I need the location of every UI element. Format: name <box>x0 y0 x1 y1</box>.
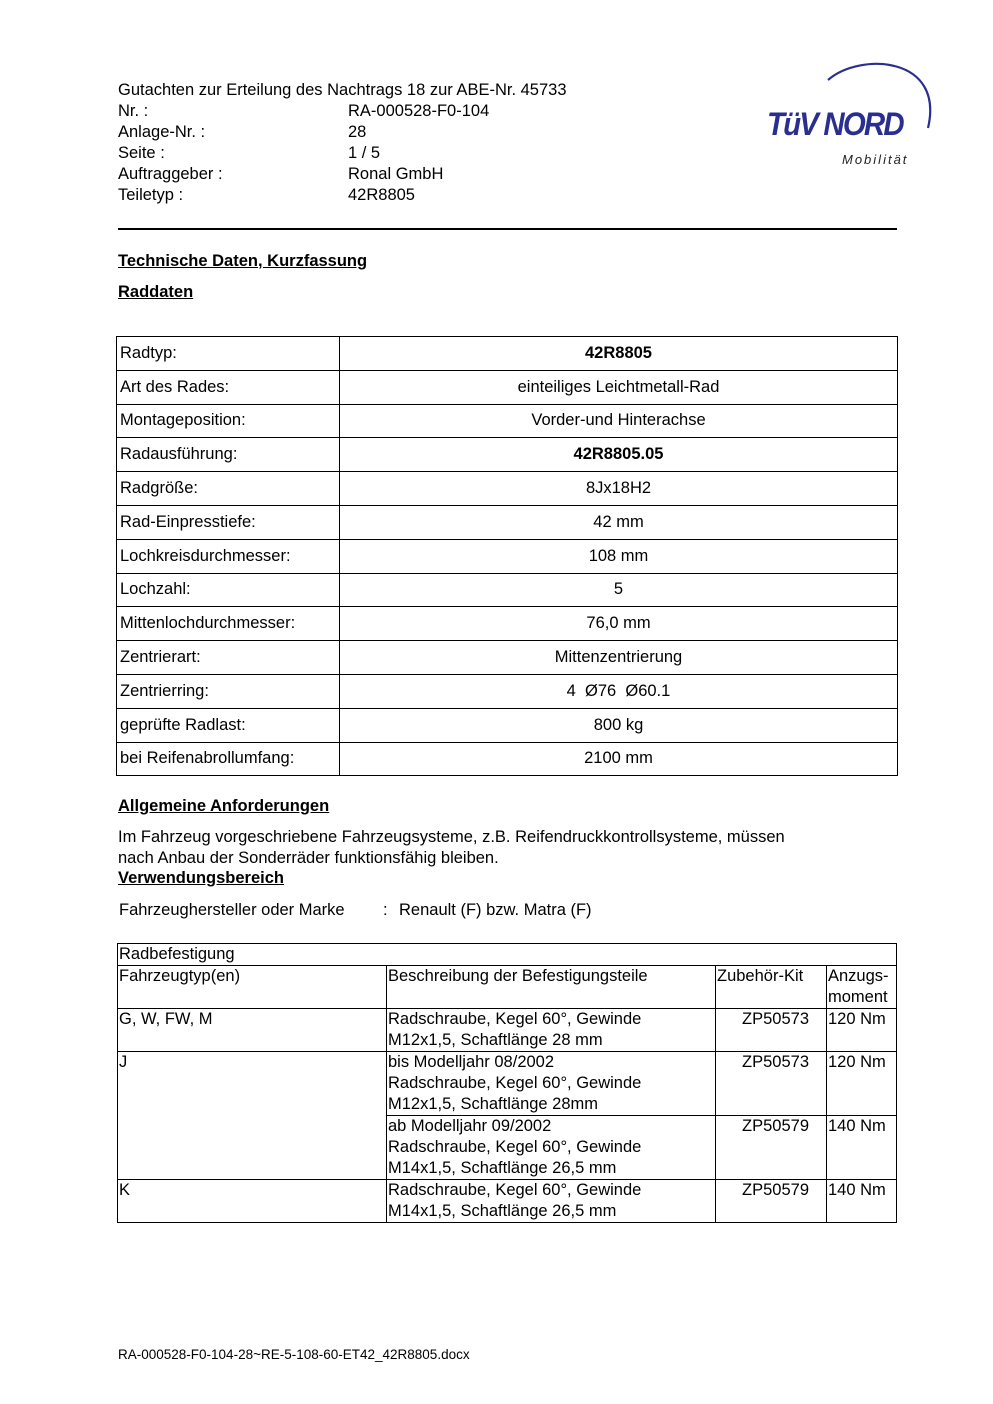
logo-wordmark: TüV NORD <box>767 106 903 142</box>
field-label-seite: Seite : <box>118 144 165 162</box>
row-label: Zentrierart: <box>117 641 340 675</box>
row-value: 42R8805 <box>340 337 898 371</box>
desc-line: Radschraube, Kegel 60°, Gewinde <box>388 1074 642 1092</box>
column-header-beschreibung: Beschreibung der Befestigungsteile <box>387 966 716 1009</box>
row-value: 5 <box>340 573 898 607</box>
heading-allgemeine-anforderungen: Allgemeine Anforderungen <box>118 797 330 815</box>
field-value-anlage: 28 <box>348 123 367 141</box>
table-row <box>117 607 898 641</box>
table-row <box>117 674 898 708</box>
desc-line: Radschraube, Kegel 60°, Gewinde <box>388 1010 642 1028</box>
allgemeine-text-line-2: nach Anbau der Sonderräder funktionsfähig bleiben. <box>118 849 499 867</box>
row-label: Rad-Einpresstiefe: <box>117 505 340 539</box>
hersteller-value: Renault (F) bzw. Matra (F) <box>399 901 592 919</box>
table-row <box>117 472 898 506</box>
row-value: 800 kg <box>340 708 898 742</box>
desc-line: M14x1,5, Schaftlänge 26,5 mm <box>388 1202 617 1220</box>
desc-line: ab Modelljahr 09/2002 <box>388 1117 552 1135</box>
row-label: geprüfte Radlast: <box>117 708 340 742</box>
row-value: einteiliges Leichtmetall-Rad <box>340 370 898 404</box>
moment-cell: 140 Nm <box>827 1116 897 1180</box>
column-header-zubehoer-kit: Zubehör-Kit <box>716 966 827 1009</box>
desc-line: Radschraube, Kegel 60°, Gewinde <box>388 1138 642 1156</box>
header-text-line: moment <box>828 988 888 1006</box>
row-label: Lochkreisdurchmesser: <box>117 539 340 573</box>
header-divider <box>118 228 897 230</box>
field-label-teiletyp: Teiletyp : <box>118 186 184 204</box>
field-value-nr: RA-000528-F0-104 <box>348 102 490 120</box>
row-value: 76,0 mm <box>340 607 898 641</box>
table-row <box>117 370 898 404</box>
logo-subtitle: Mobilität <box>842 152 909 167</box>
beschreibung-cell <box>387 1009 716 1052</box>
row-value: 2100 mm <box>340 742 898 776</box>
raddaten-table <box>116 336 898 776</box>
beschreibung-cell <box>387 1116 716 1180</box>
table-row <box>117 573 898 607</box>
moment-cell: 120 Nm <box>827 1052 897 1116</box>
footer-filename: RA-000528-F0-104-28~RE-5-108-60-ET42_42R8805.docx <box>118 1347 470 1362</box>
field-label-auftraggeber: Auftraggeber : <box>118 165 223 183</box>
row-label: Lochzahl: <box>117 573 340 607</box>
allgemeine-text-line-1: Im Fahrzeug vorgeschriebene Fahrzeugsysteme, z.B. Reifendruckkontrollsysteme, müssen <box>118 828 785 846</box>
desc-line: M14x1,5, Schaftlänge 26,5 mm <box>388 1159 617 1177</box>
desc-line: bis Modelljahr 08/2002 <box>388 1053 555 1071</box>
field-value-auftraggeber: Ronal GmbH <box>348 165 444 183</box>
row-label: Art des Rades: <box>117 370 340 404</box>
fahrzeugtyp-cell: G, W, FW, M <box>118 1009 387 1052</box>
table-title-row <box>118 944 897 966</box>
field-label-nr: Nr. : <box>118 102 149 120</box>
field-label-anlage: Anlage-Nr. : <box>118 123 206 141</box>
row-label: Radausführung: <box>117 438 340 472</box>
row-value: 8Jx18H2 <box>340 472 898 506</box>
kit-cell: ZP50579 <box>716 1116 827 1180</box>
fahrzeugtyp-cell: J <box>118 1052 387 1180</box>
column-header-anzugsmoment <box>827 966 897 1009</box>
table-row <box>117 438 898 472</box>
desc-line: M12x1,5, Schaftlänge 28 mm <box>388 1031 603 1049</box>
header-text-line: Anzugs- <box>828 967 889 985</box>
table-row <box>117 539 898 573</box>
kit-cell: ZP50573 <box>716 1009 827 1052</box>
field-value-seite: 1 / 5 <box>348 144 381 162</box>
hersteller-label: Fahrzeughersteller oder Marke <box>119 901 345 919</box>
table-row <box>118 1009 897 1052</box>
desc-line: Radschraube, Kegel 60°, Gewinde <box>388 1181 642 1199</box>
row-value: Mittenzentrierung <box>340 641 898 675</box>
row-label: bei Reifenabrollumfang: <box>117 742 340 776</box>
moment-cell: 140 Nm <box>827 1180 897 1223</box>
fahrzeugtyp-cell: K <box>118 1180 387 1223</box>
row-label: Radgröße: <box>117 472 340 506</box>
moment-cell: 120 Nm <box>827 1009 897 1052</box>
row-value: 4 Ø76 Ø60.1 <box>340 674 898 708</box>
column-header-fahrzeugtyp: Fahrzeugtyp(en) <box>118 966 387 1009</box>
table-row <box>118 1052 897 1116</box>
kit-cell: ZP50573 <box>716 1052 827 1116</box>
row-label: Montageposition: <box>117 404 340 438</box>
hersteller-separator: : <box>383 901 388 919</box>
row-value: 108 mm <box>340 539 898 573</box>
table-row <box>117 505 898 539</box>
desc-line: M12x1,5, Schaftlänge 28mm <box>388 1095 599 1113</box>
row-value: 42R8805.05 <box>340 438 898 472</box>
table-row <box>118 1180 897 1223</box>
heading-raddaten: Raddaten <box>118 283 194 301</box>
beschreibung-cell <box>387 1052 716 1116</box>
table-header-row <box>118 966 897 1009</box>
radbefestigung-table <box>117 943 897 1223</box>
field-value-teiletyp: 42R8805 <box>348 186 415 204</box>
row-label: Radtyp: <box>117 337 340 371</box>
beschreibung-cell <box>387 1180 716 1223</box>
heading-technische-daten: Technische Daten, Kurzfassung <box>118 252 368 270</box>
heading-verwendungsbereich: Verwendungsbereich <box>118 869 284 887</box>
table-row <box>117 641 898 675</box>
table-row <box>117 742 898 776</box>
row-label: Mittenlochdurchmesser: <box>117 607 340 641</box>
table-row <box>117 708 898 742</box>
table-title: Radbefestigung <box>118 944 897 966</box>
table-row <box>117 404 898 438</box>
row-value: 42 mm <box>340 505 898 539</box>
document-title: Gutachten zur Erteilung des Nachtrags 18 zur ABE-Nr. 45733 <box>118 81 567 99</box>
table-row <box>117 337 898 371</box>
row-value: Vorder-und Hinterachse <box>340 404 898 438</box>
row-label: Zentrierring: <box>117 674 340 708</box>
kit-cell: ZP50579 <box>716 1180 827 1223</box>
